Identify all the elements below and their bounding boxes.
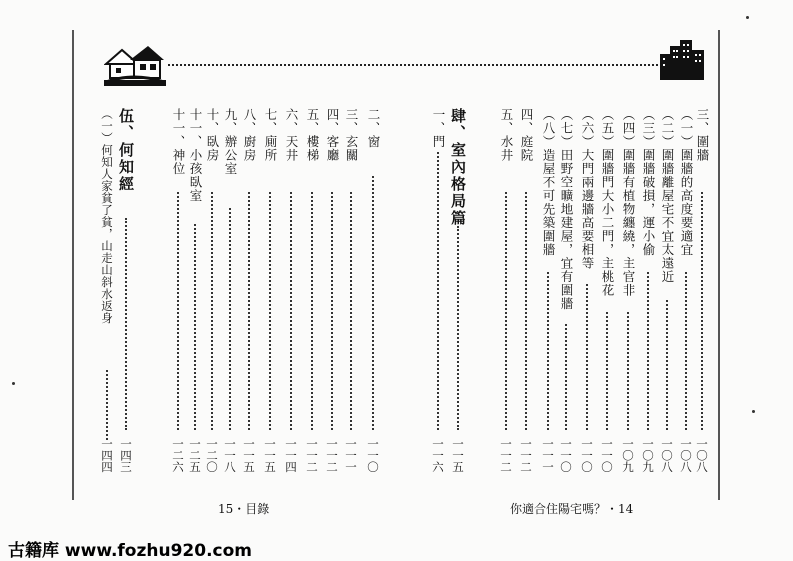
right-toc-entry[interactable]	[640, 108, 656, 480]
leader-dots	[194, 224, 196, 430]
entry-title: 九、辦公室	[223, 108, 238, 176]
buildings-icon	[658, 40, 706, 80]
entry-page-number: 一四四	[100, 438, 114, 473]
left-toc-entry[interactable]	[365, 108, 381, 480]
leader-dots	[547, 272, 549, 430]
entry-title: （二）圍牆離屋宅不宜太遠近	[660, 108, 675, 284]
leader-dots	[125, 218, 127, 430]
entry-page-number: 一二五	[188, 438, 202, 473]
entry-page-number: 一一〇	[580, 438, 594, 473]
entry-page-number: 一〇八	[660, 438, 674, 473]
leader-dots	[586, 284, 588, 430]
entry-page-number: 一一〇	[559, 438, 573, 473]
leader-dots	[290, 192, 292, 430]
scan-speck	[746, 16, 749, 19]
entry-title: 六、天井	[284, 108, 299, 162]
leader-dots	[437, 152, 439, 430]
leader-dots	[350, 192, 352, 430]
entry-title: 二、窗	[366, 108, 381, 149]
entry-title: （三）圍牆破損，運小偷	[641, 108, 656, 257]
entry-page-number: 一一一	[344, 438, 358, 473]
entry-page-number: 一一〇	[366, 438, 380, 473]
left-toc-entry[interactable]	[343, 108, 359, 480]
leader-dots	[525, 192, 527, 430]
entry-title: （六）大門兩邊牆高要相等	[580, 108, 595, 270]
entry-title: 十一、神位	[171, 108, 186, 176]
leader-dots	[229, 208, 231, 430]
entry-title: （五）圍牆門大小二門，主桃花	[600, 108, 615, 297]
right-toc-entry[interactable]	[620, 108, 636, 480]
leader-dots	[372, 176, 374, 430]
leader-dots	[177, 192, 179, 430]
left-toc-entry[interactable]	[304, 108, 320, 480]
entry-page-number: 一一五	[242, 438, 256, 473]
toc-section-si[interactable]	[450, 108, 466, 480]
left-page-edge	[72, 30, 74, 500]
left-toc-entry[interactable]	[170, 108, 186, 480]
entry-title: 四、庭院	[519, 108, 534, 162]
toc-entry-door[interactable]	[430, 108, 446, 480]
left-toc-entry[interactable]	[324, 108, 340, 480]
right-toc-entry[interactable]	[540, 108, 556, 480]
left-toc-entry[interactable]	[187, 108, 203, 480]
left-toc-entry[interactable]	[262, 108, 278, 480]
leader-dots	[505, 192, 507, 430]
leader-dots	[311, 192, 313, 430]
section-title: 伍、何知經	[117, 108, 135, 193]
entry-page-number: 一一五	[263, 438, 277, 473]
entry-title: 五、樓梯	[305, 108, 320, 162]
entry-page-number: 一一六	[431, 438, 445, 473]
left-toc-entry[interactable]	[241, 108, 257, 480]
right-toc-entry[interactable]	[558, 108, 574, 480]
entry-title: 四、客廳	[325, 108, 340, 162]
leader-dots	[606, 312, 608, 430]
entry-title: 十、臥房	[205, 108, 220, 162]
entry-page-number: 一一二	[305, 438, 319, 473]
entry-page-number: 一一八	[223, 438, 237, 473]
entry-page-number: 一一二	[519, 438, 533, 473]
entry-title: （八）造屋不可先築圍牆	[541, 108, 556, 257]
entry-title: 五、水井	[499, 108, 514, 162]
leader-dots	[457, 226, 459, 430]
right-toc-entry[interactable]	[579, 108, 595, 480]
entry-page-number: 一四三	[119, 438, 133, 473]
entry-page-number: 一一〇	[600, 438, 614, 473]
right-page-footer: 你適合住陽宅嗎？・14	[510, 502, 634, 516]
house-icon	[104, 42, 166, 86]
scan-speck	[752, 410, 755, 413]
entry-title: 三、玄關	[344, 108, 359, 162]
toc-section-wu-page	[118, 108, 134, 480]
leader-dots	[647, 272, 649, 430]
right-header-dotted-rule	[172, 64, 658, 66]
right-toc-entry[interactable]	[498, 108, 514, 480]
leader-dots	[627, 312, 629, 430]
section-title: 肆、室內格局篇	[449, 108, 467, 227]
leader-dots	[211, 192, 213, 430]
leader-dots	[269, 192, 271, 430]
leader-dots	[331, 192, 333, 430]
entry-page-number: 一〇九	[641, 438, 655, 473]
site-watermark: 古籍库 www.fozhu920.com	[8, 541, 252, 561]
entry-title: （一）何知人家貧了貧，山走山斜水返身	[100, 108, 114, 324]
scan-speck	[12, 382, 15, 385]
right-toc-entry[interactable]	[518, 108, 534, 480]
leader-dots	[701, 192, 703, 430]
entry-title: 八、廚房	[242, 108, 257, 162]
left-toc-entry[interactable]	[222, 108, 238, 480]
entry-page-number: 一一二	[325, 438, 339, 473]
entry-title: （四）圍牆有植物纏繞，主官非	[621, 108, 636, 297]
entry-page-number: 一一四	[284, 438, 298, 473]
entry-page-number: 一一二	[499, 438, 513, 473]
entry-page-number: 一二〇	[205, 438, 219, 473]
entry-page-number: 一〇九	[621, 438, 635, 473]
right-toc-entry[interactable]	[694, 108, 710, 480]
entry-title: 十一、小孩臥室	[188, 108, 203, 203]
leader-dots	[106, 370, 108, 440]
leader-dots	[248, 192, 250, 430]
left-page-footer: 15・目錄	[218, 502, 270, 516]
leader-dots	[685, 272, 687, 430]
entry-page-number: 一一一	[541, 438, 555, 473]
entry-title: 一、門	[431, 108, 446, 149]
entry-page-number: 一二六	[171, 438, 185, 473]
entry-title: （七）田野空曠地建屋，宜有圍牆	[559, 108, 574, 311]
entry-title: 七、廁所	[263, 108, 278, 162]
leader-dots	[666, 300, 668, 430]
left-toc-entry[interactable]	[204, 108, 220, 480]
right-toc-entry[interactable]	[599, 108, 615, 480]
leader-dots	[565, 324, 567, 430]
entry-page-number: 一〇八	[695, 438, 709, 473]
entry-title: （一）圍牆的高度要適宜	[679, 108, 694, 257]
left-toc-entry[interactable]	[283, 108, 299, 480]
right-toc-entry[interactable]	[659, 108, 675, 480]
right-toc-entry[interactable]	[678, 108, 694, 480]
toc-entry-heyjing-1[interactable]	[99, 108, 115, 480]
entry-title: 三、圍牆	[695, 108, 710, 162]
right-page-edge	[718, 30, 720, 500]
entry-page-number: 一一五	[451, 438, 465, 473]
entry-page-number: 一〇八	[679, 438, 693, 473]
